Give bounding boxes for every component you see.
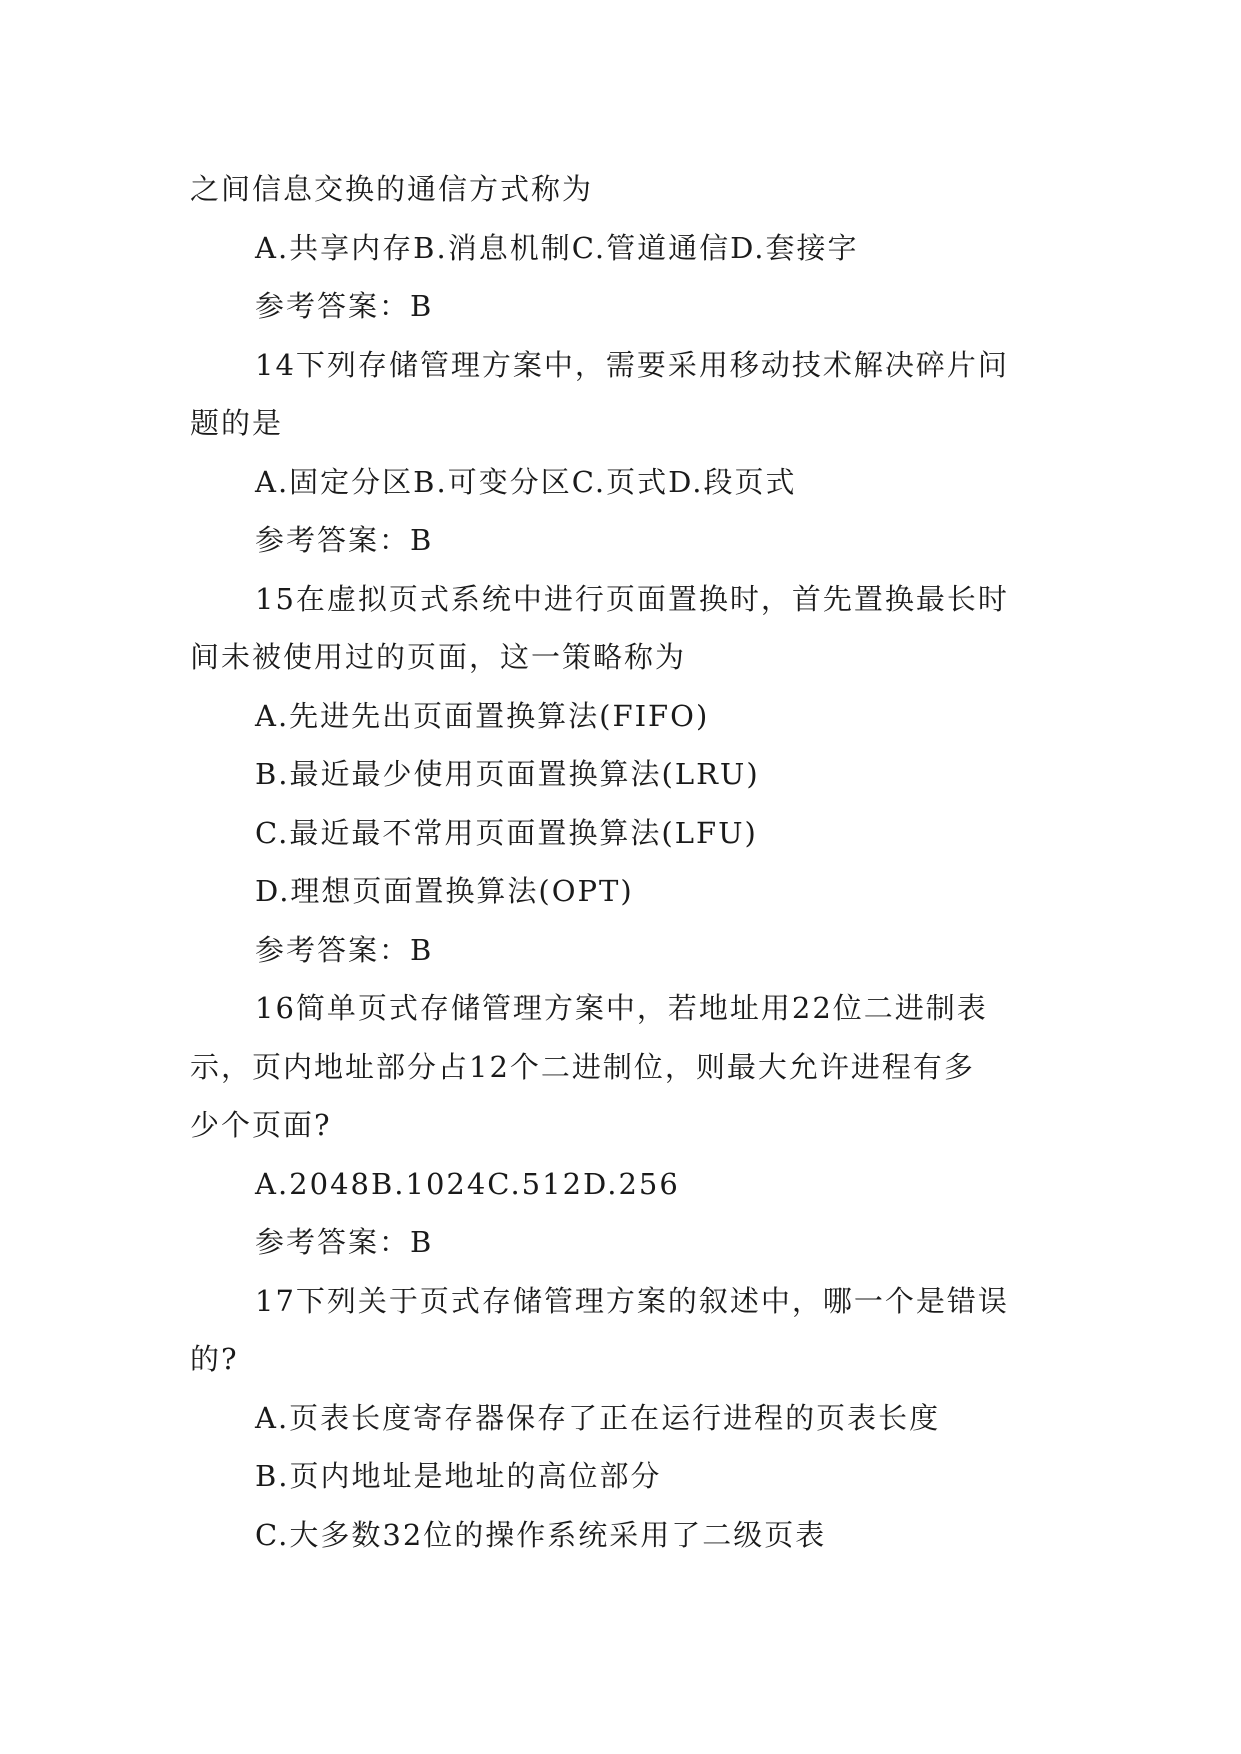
question-14: 14下列存储管理方案中，需要采用移动技术解决碎片问 <box>255 347 1009 382</box>
answer-line: 参考答案：B <box>255 523 434 557</box>
text-line: 题的是 <box>190 406 284 440</box>
answer-line: 参考答案：B <box>255 932 434 967</box>
text-line: 的? <box>190 1342 239 1376</box>
option-c: C.大多数32位的操作系统采用了二级页表 <box>255 1517 827 1552</box>
option-c: C.最近最不常用页面置换算法(LFU) <box>255 815 758 850</box>
option-a: A.先进先出页面置换算法(FIFO) <box>255 698 710 733</box>
question-15: 15在虚拟页式系统中进行页面置换时，首先置换最长时 <box>255 581 1009 616</box>
option-d: D.理想页面置换算法(OPT) <box>255 874 634 908</box>
option-b: B.最近最少使用页面置换算法(LRU) <box>255 757 760 791</box>
question-17: 17下列关于页式存储管理方案的叙述中，哪一个是错误 <box>255 1283 1009 1318</box>
text-line: 间未被使用过的页面，这一策略称为 <box>190 640 687 674</box>
answer-line: 参考答案：B <box>255 289 434 323</box>
question-16: 16简单页式存储管理方案中，若地址用22位二进制表 <box>255 991 988 1025</box>
text-line: 之间信息交换的通信方式称为 <box>190 172 594 206</box>
option-b: B.页内地址是地址的高位部分 <box>255 1459 662 1493</box>
answer-line: 参考答案：B <box>255 1225 434 1259</box>
option-line: A.固定分区B.可变分区C.页式D.段页式 <box>255 464 797 499</box>
document-body <box>190 160 1060 1564</box>
option-line: A.共享内存B.消息机制C.管道通信D.套接字 <box>255 230 859 265</box>
text-line: 示，页内地址部分占12个二进制位，则最大允许进程有多 <box>190 1049 975 1084</box>
option-a: A.页表长度寄存器保存了正在运行进程的页表长度 <box>255 1400 941 1435</box>
text-line: 少个页面? <box>190 1108 332 1142</box>
option-line: A.2048B.1024C.512D.256 <box>255 1166 680 1201</box>
